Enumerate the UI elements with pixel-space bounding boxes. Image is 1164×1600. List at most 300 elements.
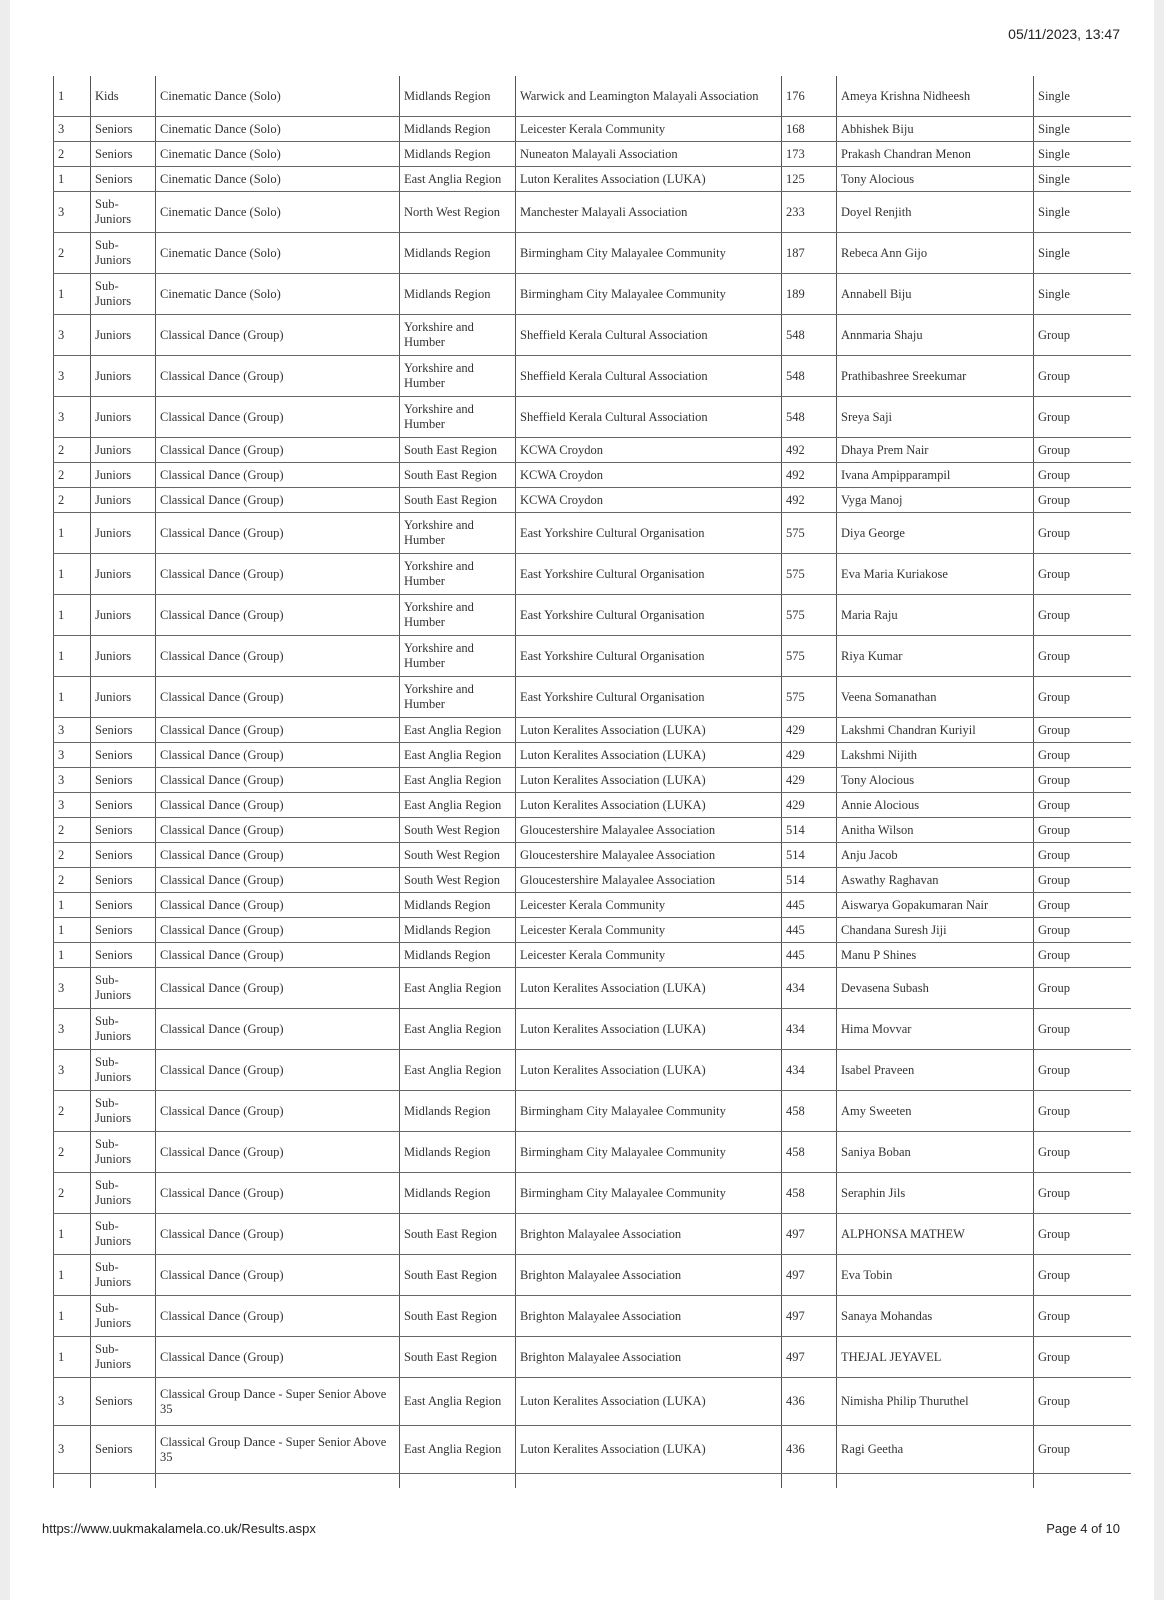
chest-number-cell: 173 — [782, 142, 837, 167]
region-cell: South West Region — [400, 818, 516, 843]
region-cell: South West Region — [400, 868, 516, 893]
category-cell: Sub-Juniors — [91, 233, 156, 274]
association-cell: East Yorkshire Cultural Organisation — [516, 513, 782, 554]
type-cell: Group — [1034, 1214, 1131, 1255]
participant-cell: Saniya Boban — [837, 1132, 1034, 1173]
chest-number-cell: 497 — [782, 1337, 837, 1378]
chest-number-cell: 514 — [782, 843, 837, 868]
type-cell: Group — [1034, 793, 1131, 818]
chest-number-cell: 429 — [782, 718, 837, 743]
place-cell: 2 — [54, 1132, 91, 1173]
chest-number-cell: 492 — [782, 463, 837, 488]
participant-cell: Veena Somanathan — [837, 677, 1034, 718]
participant-cell: Annabell Biju — [837, 274, 1034, 315]
category-cell: Seniors — [91, 1426, 156, 1474]
place-cell: 3 — [54, 768, 91, 793]
table-row — [54, 554, 1131, 595]
region-cell: South East Region — [400, 1337, 516, 1378]
category-cell: Sub-Juniors — [91, 1009, 156, 1050]
type-cell: Group — [1034, 513, 1131, 554]
item-cell: Classical Dance (Group) — [156, 893, 400, 918]
table-row — [54, 918, 1131, 943]
participant-cell: Doyel Renjith — [837, 192, 1034, 233]
type-cell: Group — [1034, 718, 1131, 743]
category-cell: Juniors — [91, 315, 156, 356]
place-cell: 2 — [54, 843, 91, 868]
item-cell: Classical Dance (Group) — [156, 868, 400, 893]
place-cell: 2 — [54, 1173, 91, 1214]
type-cell: Group — [1034, 1378, 1131, 1426]
association-cell: KCWA Croydon — [516, 438, 782, 463]
category-cell: Juniors — [91, 488, 156, 513]
region-cell: East Anglia Region — [400, 1050, 516, 1091]
type-cell: Group — [1034, 1255, 1131, 1296]
association-cell: Gloucestershire Malayalee Association — [516, 868, 782, 893]
table-row — [54, 1091, 1131, 1132]
item-cell: Classical Dance (Group) — [156, 1255, 400, 1296]
participant-cell: ALPHONSA MATHEW — [837, 1214, 1034, 1255]
category-cell: Sub-Juniors — [91, 1255, 156, 1296]
place-cell: 3 — [54, 968, 91, 1009]
item-cell: Classical Dance (Group) — [156, 768, 400, 793]
chest-number-cell: 429 — [782, 743, 837, 768]
participant-cell: Lakshmi Chandran Kuriyil — [837, 718, 1034, 743]
region-cell: East Anglia Region — [400, 793, 516, 818]
type-cell: Group — [1034, 1426, 1131, 1474]
chest-number-cell: 497 — [782, 1296, 837, 1337]
category-cell: Juniors — [91, 636, 156, 677]
association-cell: Luton Keralites Association (LUKA) — [516, 968, 782, 1009]
place-cell: 3 — [54, 1426, 91, 1474]
region-cell: South West Region — [400, 843, 516, 868]
type-cell: Group — [1034, 818, 1131, 843]
region-cell: Midlands Region — [400, 76, 516, 117]
association-cell: Sheffield Kerala Cultural Association — [516, 397, 782, 438]
type-cell: Group — [1034, 893, 1131, 918]
chest-number-cell: 548 — [782, 397, 837, 438]
category-cell: Sub-Juniors — [91, 1091, 156, 1132]
region-cell: Yorkshire and Humber — [400, 356, 516, 397]
participant-cell: Ameya Krishna Nidheesh — [837, 76, 1034, 117]
association-cell: East Yorkshire Cultural Organisation — [516, 636, 782, 677]
region-cell: Yorkshire and Humber — [400, 677, 516, 718]
participant-cell: Anju Jacob — [837, 843, 1034, 868]
chest-number-cell: 575 — [782, 554, 837, 595]
type-cell: Group — [1034, 968, 1131, 1009]
type-cell: Group — [1034, 1132, 1131, 1173]
place-cell: 1 — [54, 513, 91, 554]
chest-number-cell: 458 — [782, 1132, 837, 1173]
chest-number-cell: 575 — [782, 513, 837, 554]
participant-cell: THEJAL JEYAVEL — [837, 1337, 1034, 1378]
item-cell: Classical Dance (Group) — [156, 1173, 400, 1214]
category-cell: Sub-Juniors — [91, 1337, 156, 1378]
empty-cell — [156, 1474, 400, 1489]
empty-cell — [782, 1474, 837, 1489]
category-cell: Seniors — [91, 167, 156, 192]
table-row — [54, 818, 1131, 843]
chest-number-cell: 429 — [782, 793, 837, 818]
participant-cell: Isabel Praveen — [837, 1050, 1034, 1091]
empty-cell — [1034, 1474, 1131, 1489]
type-cell: Group — [1034, 554, 1131, 595]
association-cell: Birmingham City Malayalee Community — [516, 1132, 782, 1173]
chest-number-cell: 436 — [782, 1378, 837, 1426]
association-cell: Luton Keralites Association (LUKA) — [516, 793, 782, 818]
chest-number-cell: 434 — [782, 1050, 837, 1091]
item-cell: Classical Group Dance - Super Senior Above 35 — [156, 1378, 400, 1426]
region-cell: Midlands Region — [400, 943, 516, 968]
item-cell: Cinematic Dance (Solo) — [156, 142, 400, 167]
region-cell: East Anglia Region — [400, 167, 516, 192]
item-cell: Classical Dance (Group) — [156, 636, 400, 677]
region-cell: Midlands Region — [400, 918, 516, 943]
place-cell: 3 — [54, 117, 91, 142]
table-row — [54, 1173, 1131, 1214]
type-cell: Group — [1034, 595, 1131, 636]
region-cell: North West Region — [400, 192, 516, 233]
place-cell: 3 — [54, 718, 91, 743]
association-cell: Sheffield Kerala Cultural Association — [516, 315, 782, 356]
category-cell: Seniors — [91, 718, 156, 743]
association-cell: Birmingham City Malayalee Community — [516, 274, 782, 315]
place-cell: 3 — [54, 1378, 91, 1426]
item-cell: Classical Dance (Group) — [156, 397, 400, 438]
association-cell: Leicester Kerala Community — [516, 893, 782, 918]
table-row — [54, 315, 1131, 356]
association-cell: Luton Keralites Association (LUKA) — [516, 167, 782, 192]
participant-cell: Hima Movvar — [837, 1009, 1034, 1050]
table-row — [54, 1426, 1131, 1474]
item-cell: Classical Dance (Group) — [156, 438, 400, 463]
association-cell: Brighton Malayalee Association — [516, 1255, 782, 1296]
chest-number-cell: 168 — [782, 117, 837, 142]
region-cell: Midlands Region — [400, 1091, 516, 1132]
association-cell: Birmingham City Malayalee Community — [516, 233, 782, 274]
type-cell: Single — [1034, 142, 1131, 167]
type-cell: Group — [1034, 677, 1131, 718]
chest-number-cell: 548 — [782, 315, 837, 356]
place-cell: 2 — [54, 463, 91, 488]
category-cell: Sub-Juniors — [91, 1173, 156, 1214]
association-cell: Luton Keralites Association (LUKA) — [516, 1378, 782, 1426]
item-cell: Classical Dance (Group) — [156, 488, 400, 513]
participant-cell: Chandana Suresh Jiji — [837, 918, 1034, 943]
category-cell: Juniors — [91, 554, 156, 595]
place-cell: 3 — [54, 1050, 91, 1091]
association-cell: KCWA Croydon — [516, 463, 782, 488]
category-cell: Seniors — [91, 943, 156, 968]
table-row — [54, 718, 1131, 743]
category-cell: Sub-Juniors — [91, 1050, 156, 1091]
region-cell: Midlands Region — [400, 233, 516, 274]
place-cell: 1 — [54, 677, 91, 718]
participant-cell: Prathibashree Sreekumar — [837, 356, 1034, 397]
table-row — [54, 463, 1131, 488]
place-cell: 2 — [54, 438, 91, 463]
type-cell: Single — [1034, 233, 1131, 274]
association-cell: Brighton Malayalee Association — [516, 1214, 782, 1255]
type-cell: Group — [1034, 1173, 1131, 1214]
category-cell: Seniors — [91, 818, 156, 843]
item-cell: Classical Dance (Group) — [156, 1296, 400, 1337]
table-row — [54, 1337, 1131, 1378]
association-cell: Luton Keralites Association (LUKA) — [516, 718, 782, 743]
table-row — [54, 595, 1131, 636]
item-cell: Cinematic Dance (Solo) — [156, 117, 400, 142]
chest-number-cell: 434 — [782, 968, 837, 1009]
chest-number-cell: 458 — [782, 1091, 837, 1132]
empty-cell — [516, 1474, 782, 1489]
results-table — [53, 76, 1131, 1488]
participant-cell: Ivana Ampipparampil — [837, 463, 1034, 488]
table-row — [54, 1255, 1131, 1296]
association-cell: Nuneaton Malayali Association — [516, 142, 782, 167]
page-number: Page 4 of 10 — [1046, 1521, 1120, 1536]
table-row — [54, 1378, 1131, 1426]
type-cell: Group — [1034, 743, 1131, 768]
participant-cell: Anitha Wilson — [837, 818, 1034, 843]
item-cell: Classical Group Dance - Super Senior Above 35 — [156, 1426, 400, 1474]
item-cell: Classical Dance (Group) — [156, 554, 400, 595]
table-row — [54, 843, 1131, 868]
empty-cell — [837, 1474, 1034, 1489]
region-cell: Midlands Region — [400, 117, 516, 142]
item-cell: Classical Dance (Group) — [156, 918, 400, 943]
association-cell: Birmingham City Malayalee Community — [516, 1091, 782, 1132]
place-cell: 1 — [54, 893, 91, 918]
association-cell: East Yorkshire Cultural Organisation — [516, 677, 782, 718]
region-cell: South East Region — [400, 1255, 516, 1296]
place-cell: 3 — [54, 315, 91, 356]
region-cell: Yorkshire and Humber — [400, 315, 516, 356]
participant-cell: Amy Sweeten — [837, 1091, 1034, 1132]
association-cell: Luton Keralites Association (LUKA) — [516, 1009, 782, 1050]
table-row — [54, 868, 1131, 893]
table-row — [54, 438, 1131, 463]
type-cell: Group — [1034, 1091, 1131, 1132]
association-cell: Gloucestershire Malayalee Association — [516, 818, 782, 843]
participant-cell: Nimisha Philip Thuruthel — [837, 1378, 1034, 1426]
category-cell: Kids — [91, 76, 156, 117]
association-cell: Gloucestershire Malayalee Association — [516, 843, 782, 868]
category-cell: Sub-Juniors — [91, 1214, 156, 1255]
category-cell: Seniors — [91, 117, 156, 142]
category-cell: Seniors — [91, 1378, 156, 1426]
participant-cell: Rebeca Ann Gijo — [837, 233, 1034, 274]
type-cell: Group — [1034, 768, 1131, 793]
chest-number-cell: 187 — [782, 233, 837, 274]
category-cell: Sub-Juniors — [91, 192, 156, 233]
association-cell: Leicester Kerala Community — [516, 943, 782, 968]
place-cell: 3 — [54, 356, 91, 397]
association-cell: Luton Keralites Association (LUKA) — [516, 768, 782, 793]
association-cell: Birmingham City Malayalee Community — [516, 1173, 782, 1214]
table-row — [54, 968, 1131, 1009]
region-cell: Midlands Region — [400, 1173, 516, 1214]
type-cell: Group — [1034, 636, 1131, 677]
participant-cell: Ragi Geetha — [837, 1426, 1034, 1474]
region-cell: East Anglia Region — [400, 1426, 516, 1474]
participant-cell: Eva Tobin — [837, 1255, 1034, 1296]
empty-cell — [91, 1474, 156, 1489]
participant-cell: Aiswarya Gopakumaran Nair — [837, 893, 1034, 918]
type-cell: Group — [1034, 397, 1131, 438]
association-cell: Brighton Malayalee Association — [516, 1296, 782, 1337]
region-cell: Midlands Region — [400, 142, 516, 167]
place-cell: 2 — [54, 818, 91, 843]
item-cell: Cinematic Dance (Solo) — [156, 192, 400, 233]
chest-number-cell: 436 — [782, 1426, 837, 1474]
item-cell: Classical Dance (Group) — [156, 1050, 400, 1091]
region-cell: Yorkshire and Humber — [400, 397, 516, 438]
association-cell: Warwick and Leamington Malayali Association — [516, 76, 782, 117]
type-cell: Group — [1034, 1009, 1131, 1050]
chest-number-cell: 492 — [782, 438, 837, 463]
type-cell: Group — [1034, 356, 1131, 397]
type-cell: Single — [1034, 274, 1131, 315]
table-row — [54, 1132, 1131, 1173]
participant-cell: Prakash Chandran Menon — [837, 142, 1034, 167]
table-row — [54, 356, 1131, 397]
chest-number-cell: 445 — [782, 918, 837, 943]
region-cell: South East Region — [400, 1296, 516, 1337]
region-cell: South East Region — [400, 438, 516, 463]
footer-url: https://www.uukmakalamela.co.uk/Results.aspx — [42, 1521, 316, 1536]
table-row — [54, 397, 1131, 438]
region-cell: South East Region — [400, 463, 516, 488]
participant-cell: Vyga Manoj — [837, 488, 1034, 513]
category-cell: Seniors — [91, 868, 156, 893]
place-cell: 3 — [54, 192, 91, 233]
item-cell: Classical Dance (Group) — [156, 1132, 400, 1173]
type-cell: Group — [1034, 1050, 1131, 1091]
place-cell: 1 — [54, 1296, 91, 1337]
type-cell: Group — [1034, 315, 1131, 356]
table-row-continuation — [54, 1474, 1131, 1489]
place-cell: 1 — [54, 1337, 91, 1378]
chest-number-cell: 492 — [782, 488, 837, 513]
region-cell: East Anglia Region — [400, 1378, 516, 1426]
category-cell: Seniors — [91, 893, 156, 918]
participant-cell: Sanaya Mohandas — [837, 1296, 1034, 1337]
association-cell: Leicester Kerala Community — [516, 918, 782, 943]
chest-number-cell: 233 — [782, 192, 837, 233]
region-cell: Yorkshire and Humber — [400, 636, 516, 677]
place-cell: 1 — [54, 554, 91, 595]
table-row — [54, 943, 1131, 968]
type-cell: Group — [1034, 1296, 1131, 1337]
chest-number-cell: 575 — [782, 677, 837, 718]
association-cell: East Yorkshire Cultural Organisation — [516, 595, 782, 636]
association-cell: East Yorkshire Cultural Organisation — [516, 554, 782, 595]
table-row — [54, 743, 1131, 768]
type-cell: Single — [1034, 167, 1131, 192]
print-timestamp: 05/11/2023, 13:47 — [1008, 26, 1120, 42]
participant-cell: Annie Alocious — [837, 793, 1034, 818]
category-cell: Seniors — [91, 768, 156, 793]
item-cell: Classical Dance (Group) — [156, 595, 400, 636]
place-cell: 3 — [54, 793, 91, 818]
category-cell: Juniors — [91, 463, 156, 488]
participant-cell: Riya Kumar — [837, 636, 1034, 677]
region-cell: Midlands Region — [400, 274, 516, 315]
item-cell: Classical Dance (Group) — [156, 315, 400, 356]
association-cell: Luton Keralites Association (LUKA) — [516, 743, 782, 768]
empty-cell — [54, 1474, 91, 1489]
item-cell: Classical Dance (Group) — [156, 943, 400, 968]
type-cell: Group — [1034, 1337, 1131, 1378]
table-row — [54, 677, 1131, 718]
participant-cell: Maria Raju — [837, 595, 1034, 636]
type-cell: Group — [1034, 438, 1131, 463]
association-cell: Luton Keralites Association (LUKA) — [516, 1050, 782, 1091]
category-cell: Juniors — [91, 438, 156, 463]
category-cell: Seniors — [91, 793, 156, 818]
place-cell: 2 — [54, 233, 91, 274]
participant-cell: Seraphin Jils — [837, 1173, 1034, 1214]
table-row — [54, 1009, 1131, 1050]
table-row — [54, 1050, 1131, 1091]
item-cell: Classical Dance (Group) — [156, 1337, 400, 1378]
region-cell: South East Region — [400, 1214, 516, 1255]
association-cell: Leicester Kerala Community — [516, 117, 782, 142]
place-cell: 1 — [54, 1255, 91, 1296]
participant-cell: Dhaya Prem Nair — [837, 438, 1034, 463]
empty-cell — [400, 1474, 516, 1489]
item-cell: Classical Dance (Group) — [156, 677, 400, 718]
participant-cell: Abhishek Biju — [837, 117, 1034, 142]
place-cell: 3 — [54, 1009, 91, 1050]
type-cell: Single — [1034, 117, 1131, 142]
item-cell: Classical Dance (Group) — [156, 968, 400, 1009]
chest-number-cell: 429 — [782, 768, 837, 793]
region-cell: East Anglia Region — [400, 718, 516, 743]
region-cell: South East Region — [400, 488, 516, 513]
item-cell: Cinematic Dance (Solo) — [156, 274, 400, 315]
region-cell: East Anglia Region — [400, 968, 516, 1009]
item-cell: Classical Dance (Group) — [156, 463, 400, 488]
type-cell: Group — [1034, 843, 1131, 868]
place-cell: 1 — [54, 76, 91, 117]
chest-number-cell: 434 — [782, 1009, 837, 1050]
item-cell: Classical Dance (Group) — [156, 743, 400, 768]
item-cell: Classical Dance (Group) — [156, 356, 400, 397]
participant-cell: Aswathy Raghavan — [837, 868, 1034, 893]
region-cell: East Anglia Region — [400, 1009, 516, 1050]
category-cell: Sub-Juniors — [91, 274, 156, 315]
place-cell: 1 — [54, 943, 91, 968]
chest-number-cell: 458 — [782, 1173, 837, 1214]
chest-number-cell: 575 — [782, 636, 837, 677]
place-cell: 1 — [54, 918, 91, 943]
place-cell: 3 — [54, 743, 91, 768]
item-cell: Classical Dance (Group) — [156, 793, 400, 818]
chest-number-cell: 176 — [782, 76, 837, 117]
table-row — [54, 488, 1131, 513]
table-row — [54, 142, 1131, 167]
type-cell: Single — [1034, 192, 1131, 233]
type-cell: Group — [1034, 868, 1131, 893]
category-cell: Seniors — [91, 743, 156, 768]
region-cell: East Anglia Region — [400, 743, 516, 768]
association-cell: Brighton Malayalee Association — [516, 1337, 782, 1378]
item-cell: Cinematic Dance (Solo) — [156, 76, 400, 117]
category-cell: Juniors — [91, 595, 156, 636]
region-cell: Midlands Region — [400, 1132, 516, 1173]
association-cell: Luton Keralites Association (LUKA) — [516, 1426, 782, 1474]
chest-number-cell: 125 — [782, 167, 837, 192]
